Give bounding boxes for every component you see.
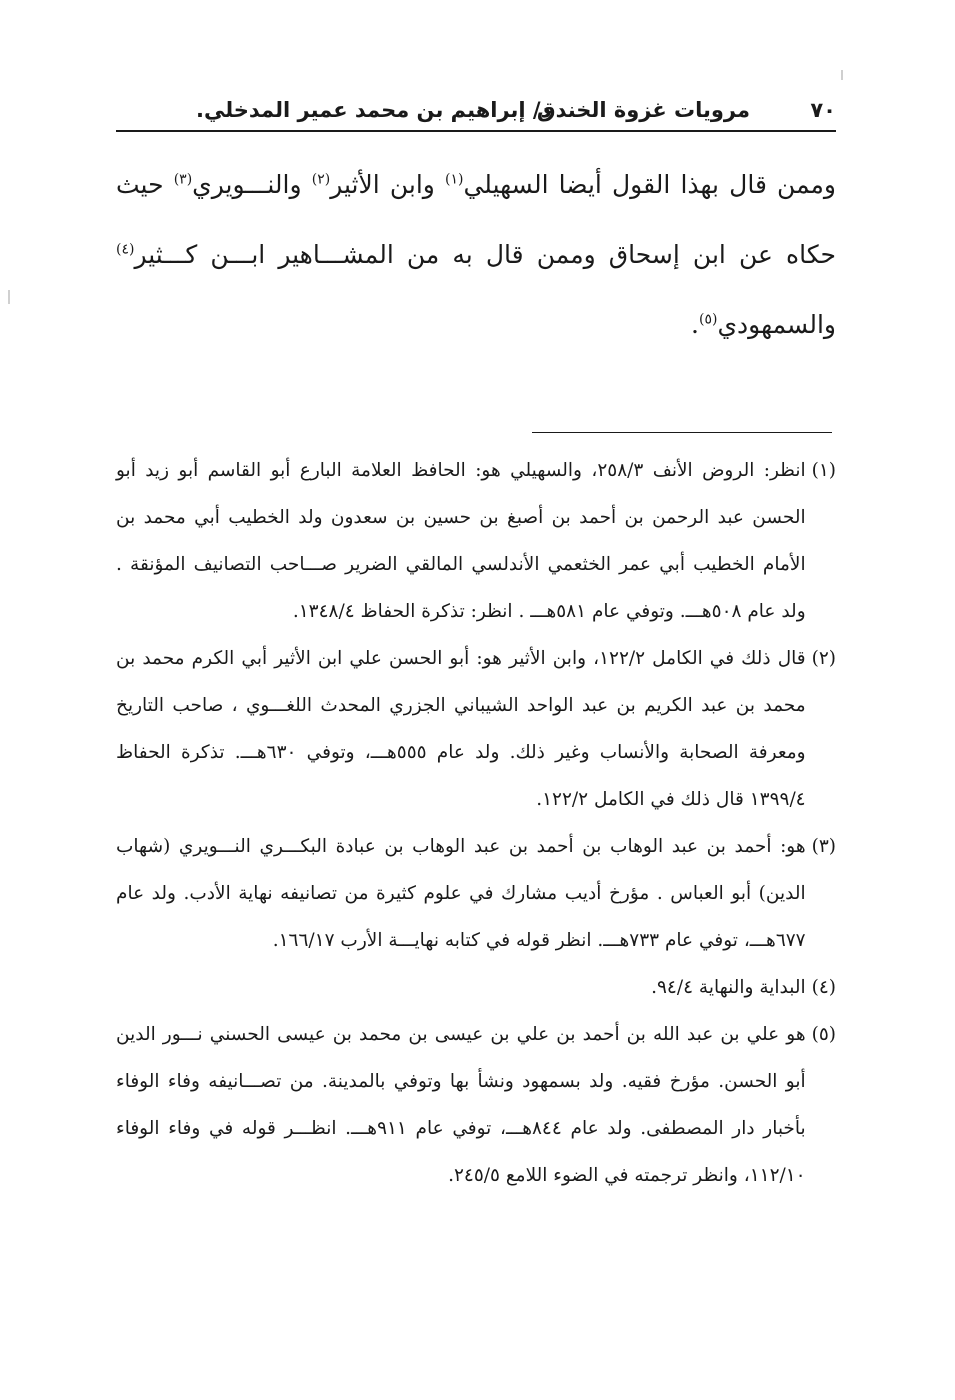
page-number: ٧٠ (810, 98, 836, 122)
text-run: وابن الأثير (330, 170, 445, 199)
footnote-number: (٤) (811, 977, 836, 998)
footnote-1 (116, 447, 836, 635)
scan-artifact (841, 70, 843, 80)
main-paragraph (116, 150, 836, 360)
footnote-number: (٥) (811, 1024, 836, 1045)
footnote-text: البداية والنهاية ٩٤/٤. (651, 977, 806, 998)
footnote-text: هو: أحمد بن عبد الوهاب بن أحمد بن عبد الوهاب بن عبادة البكـــري النـــويري (شهاب الدين) أبو العباس . مؤرخ أديب مشارك في علوم كثيرة من تصانيفه نهاية الأدب. ولد عام ٦٧٧هـــ، توفي عام ٧٣٣هـــ. انظر قوله في كتابه نهايـــة الأرب ١٦٦/١٧. (116, 836, 806, 951)
footnotes (116, 447, 836, 1199)
footnote-4 (116, 964, 836, 1011)
book-title: مرويات غزوة الخندق (536, 98, 750, 122)
footnote-ref: (٤) (116, 241, 135, 258)
footnote-ref: (١) (445, 171, 464, 188)
running-header (116, 96, 836, 132)
footnote-number: (٢) (811, 648, 836, 669)
text-run: . (691, 310, 699, 339)
footnote-number: (١) (811, 460, 836, 481)
footnote-ref: (٥) (699, 311, 718, 328)
footnote-number: (٣) (811, 836, 836, 857)
text-run: حيث حكاه عن ابن إسحاق وممن قال به من المشـــاهير ابـــن كـــثير (116, 170, 836, 269)
footnote-text: انظر: الروض الأنف ٢٥٨/٣، والسهيلي هو: الحافظ العلامة البارع أبو القاسم أبو زيد أبو الحسن عبد الرحمن بن أحمد بن أصبغ بن حسين بن سعدون ولد الخطيب أبي محمد بن الأمام الخطيب أبي عمر الخثعمي الأندلسي المالقي الضرير صـــاحب التصانيف المؤنقة . ولد عام ٥٠٨هـــ. وتوفي عام ٥٨١هـــ . انظر: تذكرة الحفاظ ١٣٤٨/٤. (116, 460, 806, 622)
text-run: والنـــويري (192, 170, 312, 199)
author-name: د/ إبراهيم بن محمد عمير المدخلي. (196, 98, 552, 122)
footnote-3 (116, 823, 836, 964)
footnote-separator (532, 432, 832, 433)
footnote-text: قال ذلك في الكامل ١٢٢/٢، وابن الأثير هو: أبو الحسن علي ابن الأثير أبي الكرم محمد بن محمد بن عبد الكريم بن عبد الواحد الشيباني الجزري المحدث اللغـــوي ، صاحب التاريخ ومعرفة الصحابة والأنساب وغير ذلك. ولد عام ٥٥٥هـــ، وتوفي ٦٣٠هـــ. تذكرة الحفاظ ١٣٩٩/٤ قال ذلك في الكامل ١٢٢/٢. (116, 648, 806, 810)
footnote-5 (116, 1011, 836, 1199)
main-text (116, 150, 836, 360)
scan-artifact (8, 290, 10, 304)
footnote-text: هو علي بن عبد الله بن أحمد بن علي بن عيسى بن محمد بن عيسى الحسني نـــور الدين أبو الحسن. مؤرخ فقيه. ولد بسمهود ونشأ بها وتوفي بالمدينة. من تصـــانيفه وفاء الوفاء بأخبار دار المصطفى. ولد عام ٨٤٤هـــ، توفي عام ٩١١هـــ. انظـــر قوله في وفاء الوفاء ١١٢/١٠، وانظر ترجمته في الضوء اللامع ٢٤٥/٥. (116, 1024, 806, 1186)
footnote-ref: (٣) (173, 171, 193, 188)
text-run: وممن قال بهذا القول أيضا السهيلي (463, 170, 836, 199)
footnote-ref: (٢) (311, 171, 331, 188)
text-run: والسمهودي (717, 310, 836, 339)
footnote-2 (116, 635, 836, 823)
